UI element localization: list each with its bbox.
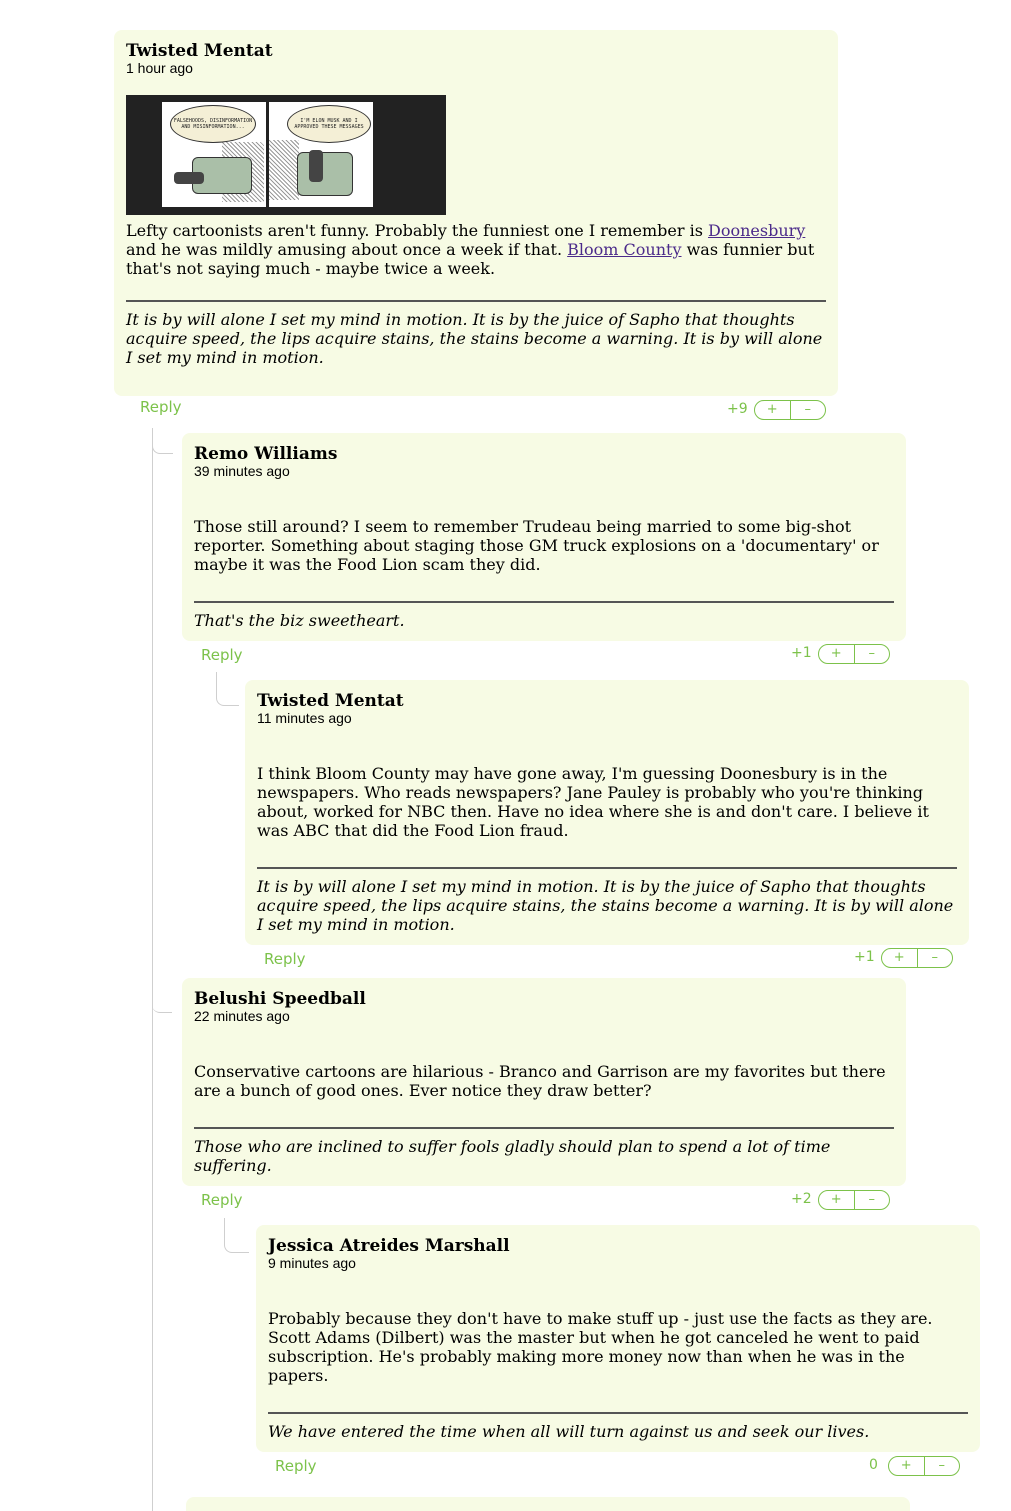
downvote-button[interactable]: – bbox=[854, 645, 890, 663]
reply-button[interactable]: Reply bbox=[140, 398, 182, 416]
cartoon-hatching bbox=[269, 140, 299, 200]
comment-timestamp[interactable]: 11 minutes ago bbox=[257, 710, 352, 726]
comment-score: +2 bbox=[791, 1191, 812, 1207]
comment-timestamp[interactable]: 22 minutes ago bbox=[194, 1008, 290, 1024]
comment-body: Conservative cartoons are hilarious - Branco and Garrison are my favorites but there are a bunch of good ones. Ever notice they draw better? bbox=[194, 1062, 886, 1100]
thread-connector bbox=[224, 1218, 249, 1253]
comment-card bbox=[256, 1225, 980, 1452]
comment-card-partial bbox=[186, 1497, 910, 1511]
comment-score: +1 bbox=[791, 645, 812, 661]
comment-card bbox=[182, 978, 906, 1186]
downvote-button[interactable]: – bbox=[917, 949, 953, 967]
comment-signature: It is by will alone I set my mind in motion. It is by the juice of Sapho that thoughts acquire speed, the lips acquire stains, the stains become a warning. It is by will alone I set my mind in motion. bbox=[126, 300, 826, 367]
comment-signature: We have entered the time when all will turn against us and seek our lives. bbox=[268, 1412, 968, 1441]
downvote-button[interactable]: – bbox=[790, 401, 826, 419]
vote-control bbox=[818, 1190, 890, 1210]
cartoon-image[interactable] bbox=[126, 95, 446, 215]
comment-body: Lefty cartoonists aren't funny. Probably the funniest one I remember is Doonesbury and he was mildly amusing about once a week if that. Bloom County was funnier but that's not saying much - maybe twice a week. bbox=[126, 221, 815, 278]
reply-button[interactable]: Reply bbox=[201, 646, 243, 664]
thread-connector bbox=[216, 672, 239, 706]
reply-button[interactable]: Reply bbox=[275, 1457, 317, 1475]
cartoon-figure bbox=[174, 172, 204, 184]
upvote-button[interactable]: + bbox=[830, 1192, 842, 1207]
cartoon-figure bbox=[309, 150, 323, 182]
speech-bubble: I'M ELON MUSK AND I APPROVED THESE MESSAGES bbox=[287, 105, 371, 143]
armchair bbox=[297, 152, 353, 196]
vote-control bbox=[888, 1456, 960, 1476]
downvote-button[interactable]: – bbox=[924, 1457, 960, 1475]
comment-signature: It is by will alone I set my mind in motion. It is by the juice of Sapho that thoughts acquire speed, the lips acquire stains, the stains become a warning. It is by will alone I set my mind in motion. bbox=[257, 867, 957, 934]
comment-body: Those still around? I seem to remember Trudeau being married to some big-shot reporter. Something about staging those GM truck explosions on a 'documentary' or maybe it was the Food Lion scam they did. bbox=[194, 517, 879, 574]
thread-line bbox=[152, 428, 153, 1511]
vote-control bbox=[818, 644, 890, 664]
upvote-button[interactable]: + bbox=[830, 646, 842, 661]
upvote-button[interactable]: + bbox=[900, 1458, 912, 1473]
comment-author[interactable]: Twisted Mentat bbox=[126, 41, 273, 61]
cartoon-panel-right bbox=[269, 102, 373, 207]
vote-control bbox=[754, 400, 826, 420]
comment-author[interactable]: Belushi Speedball bbox=[194, 989, 366, 1009]
downvote-button[interactable]: – bbox=[854, 1191, 890, 1209]
comment-card bbox=[245, 680, 969, 945]
cartoon-panel-left bbox=[162, 102, 266, 207]
upvote-button[interactable]: + bbox=[893, 950, 905, 965]
comment-score: 0 bbox=[869, 1457, 878, 1473]
upvote-button[interactable]: + bbox=[766, 402, 778, 417]
link-doonesbury[interactable]: Doonesbury bbox=[708, 221, 806, 240]
reply-button[interactable]: Reply bbox=[264, 950, 306, 968]
comment-timestamp[interactable]: 1 hour ago bbox=[126, 60, 193, 76]
thread-connector bbox=[152, 428, 173, 454]
comment-signature: That's the biz sweetheart. bbox=[194, 601, 894, 630]
vote-control bbox=[881, 948, 953, 968]
link-bloom-county[interactable]: Bloom County bbox=[567, 240, 682, 259]
comment-signature: Those who are inclined to suffer fools gladly should plan to spend a lot of time suffering. bbox=[194, 1127, 894, 1175]
comment-card bbox=[114, 30, 838, 396]
thread-connector bbox=[152, 990, 172, 1013]
comment-card bbox=[182, 433, 906, 641]
comment-author[interactable]: Jessica Atreides Marshall bbox=[268, 1236, 510, 1256]
comment-body: Probably because they don't have to make stuff up - just use the facts as they are. Scott Adams (Dilbert) was the master but when he got canceled he went to paid subscription. He's probably making more money now than when he was in the papers. bbox=[268, 1309, 933, 1385]
comment-score: +1 bbox=[854, 949, 875, 965]
comment-score: +9 bbox=[727, 401, 748, 417]
comment-timestamp[interactable]: 39 minutes ago bbox=[194, 463, 290, 479]
comment-timestamp[interactable]: 9 minutes ago bbox=[268, 1255, 356, 1271]
speech-bubble: FALSEHOODS, DISINFORMATION AND MISINFORMATION... bbox=[170, 105, 256, 143]
reply-button[interactable]: Reply bbox=[201, 1191, 243, 1209]
comment-author[interactable]: Remo Williams bbox=[194, 444, 338, 464]
comment-body: I think Bloom County may have gone away, I'm guessing Doonesbury is in the newspapers. Who reads newspapers? Jane Pauley is probably who you're thinking about, worked for NBC then. Have no idea where she is and don't care. I believe it was ABC that did the Food Lion fraud. bbox=[257, 764, 929, 840]
comment-author[interactable]: Twisted Mentat bbox=[257, 691, 404, 711]
